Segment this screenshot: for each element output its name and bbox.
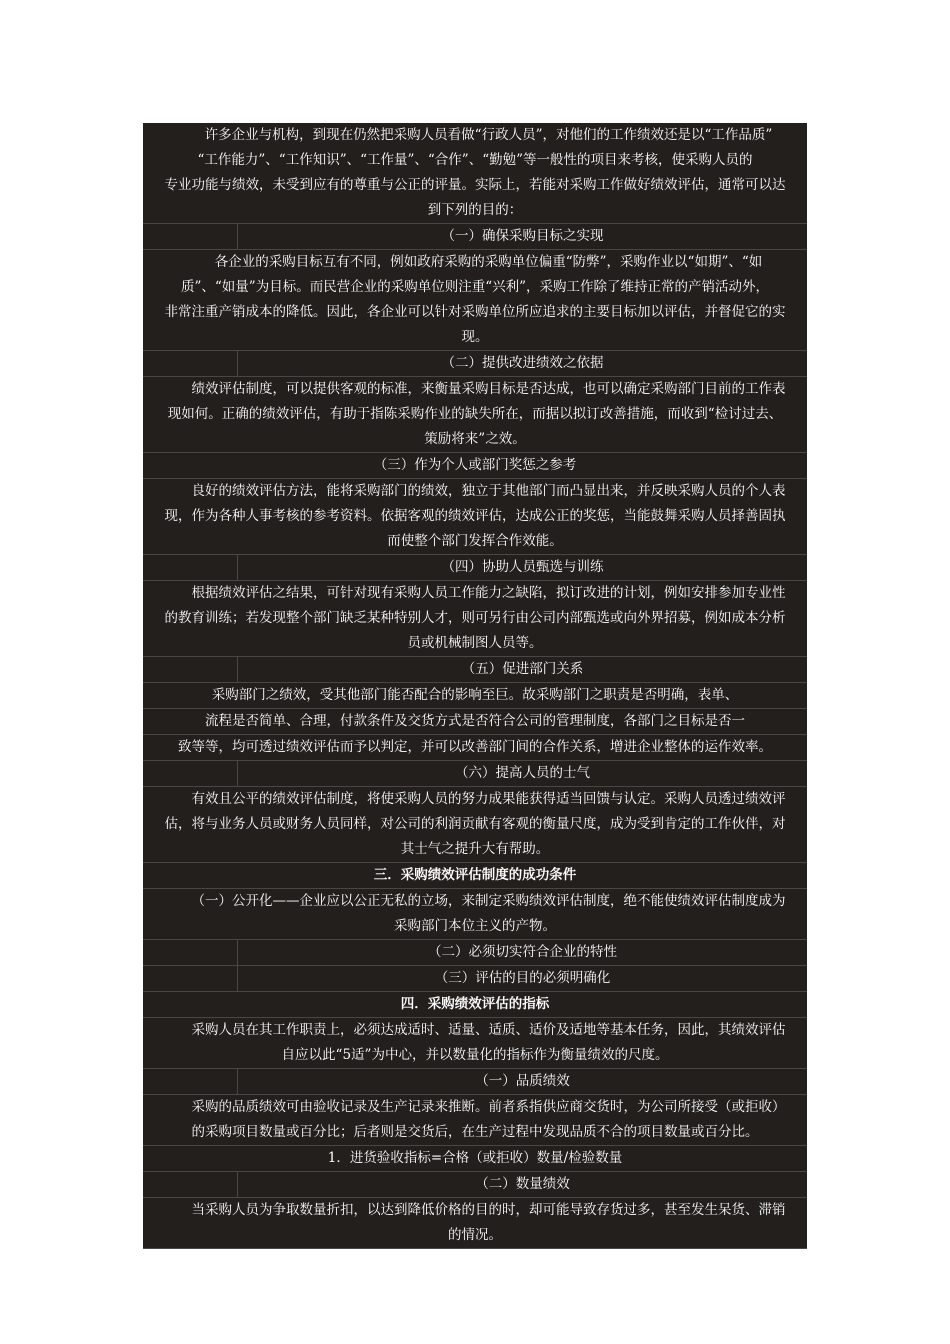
subheading: （二）必须切实符合企业的特性 bbox=[238, 940, 807, 965]
paragraph-row bbox=[143, 250, 807, 351]
paragraph-row bbox=[143, 581, 807, 657]
subheading-row bbox=[143, 940, 807, 966]
paragraph-line: 现，作为各种人事考核的参考资料。依据客观的绩效评估，达成公正的奖惩，当能鼓舞采购人员择善固执 bbox=[164, 508, 786, 524]
subheading-row bbox=[143, 1069, 807, 1095]
section-title: 四．采购绩效评估的指标 bbox=[400, 996, 550, 1012]
text-row bbox=[143, 709, 807, 735]
subheading-row bbox=[143, 224, 807, 250]
document-body bbox=[143, 123, 807, 1249]
paragraph-line: 许多企业与机构，到现在仍然把采购人员看做“行政人员”，对他们的工作绩效还是以“工作品质” bbox=[204, 127, 773, 143]
paragraph-line: 良好的绩效评估方法，能将采购部门的绩效，独立于其他部门而凸显出来，并反映采购人员的个人表 bbox=[191, 483, 786, 499]
paragraph-text bbox=[143, 377, 807, 452]
paragraph-line: 质”、“如量”为目标。而民营企业的采购单位则注重“兴利”，采购工作除了维持正常的产销活动外， bbox=[180, 279, 769, 295]
section-title: 三．采购绩效评估制度的成功条件 bbox=[373, 867, 577, 883]
row-text: 1．进货验收指标=合格（或拒收）数量/检验数量 bbox=[327, 1150, 623, 1166]
text-row bbox=[143, 683, 807, 709]
paragraph-row bbox=[143, 1198, 807, 1249]
paragraph-line: 策励将来”之效。 bbox=[424, 431, 526, 447]
paragraph-text bbox=[143, 1095, 807, 1145]
paragraph-row bbox=[143, 123, 807, 224]
row-text: 流程是否简单、合理，付款条件及交货方式是否符合公司的管理制度，各部门之目标是否一 bbox=[205, 713, 745, 729]
subheading: （一）确保采购目标之实现 bbox=[238, 224, 807, 249]
paragraph-line: 当采购人员为争取数量折扣，以达到降低价格的目的时，却可能导致存货过多，甚至发生呆货、滞销 bbox=[191, 1202, 786, 1218]
row-text: 致等等，均可透过绩效评估而予以判定，并可以改善部门间的合作关系，增进企业整体的运作效率。 bbox=[178, 739, 772, 755]
paragraph-line: 采购人员在其工作职责上，必须达成适时、适量、适质、适价及适地等基本任务，因此，其绩效评估 bbox=[191, 1022, 786, 1038]
paragraph-line: 现如何。正确的绩效评估，有助于指陈采购作业的缺失所在，而据以拟订改善措施，而收到“检讨过去、 bbox=[167, 406, 783, 422]
paragraph-line: 有效且公平的绩效评估制度，将使采购人员的努力成果能获得适当回馈与认定。采购人员透过绩效评 bbox=[191, 791, 786, 807]
section-title-row bbox=[143, 863, 807, 889]
paragraph-text bbox=[143, 889, 807, 939]
paragraph-line: 各企业的采购目标互有不同，例如政府采购的采购单位偏重“防弊”，采购作业以“如期”、“如 bbox=[214, 254, 763, 270]
paragraph-text bbox=[143, 581, 807, 656]
subheading: （二）提供改进绩效之依据 bbox=[238, 351, 807, 376]
paragraph-line: 采购的品质绩效可由验收记录及生产记录来推断。前者系指供应商交货时，为公司所接受（或拒收） bbox=[191, 1099, 786, 1115]
subheading: （四）协助人员甄选与训练 bbox=[238, 555, 807, 580]
paragraph-line: 自应以此“5适”为中心，并以数量化的指标作为衡量绩效的尺度。 bbox=[281, 1047, 669, 1063]
text-row bbox=[143, 735, 807, 761]
paragraph-line: 根据绩效评估之结果，可针对现有采购人员工作能力之缺陷，拟订改进的计划，例如安排参加专业性 bbox=[191, 585, 786, 601]
section-title-row bbox=[143, 992, 807, 1018]
subheading: （一）品质绩效 bbox=[238, 1069, 807, 1094]
row-text: 采购部门之绩效，受其他部门能否配合的影响至巨。故采购部门之职责是否明确，表单、 bbox=[211, 687, 739, 703]
paragraph-row bbox=[143, 1018, 807, 1069]
subheading: （六）提高人员的士气 bbox=[238, 761, 807, 786]
row-spacer bbox=[143, 940, 238, 965]
paragraph-text bbox=[143, 250, 807, 350]
paragraph-line: 采购部门本位主义的产物。 bbox=[394, 918, 556, 934]
paragraph-line: 非常注重产销成本的降低。因此，各企业可以针对采购单位所应追求的主要目标加以评估，并督促它的实 bbox=[164, 304, 786, 320]
paragraph-line: 的采购项目数量或百分比；后者则是交货后，在生产过程中发现品质不合的项目数量或百分比。 bbox=[191, 1124, 759, 1140]
paragraph-line: 其士气之提升大有帮助。 bbox=[400, 841, 550, 857]
row-spacer bbox=[143, 351, 238, 376]
paragraph-line: 专业功能与绩效，未受到应有的尊重与公正的评量。实际上，若能对采购工作做好绩效评估，通常可以达 bbox=[164, 177, 786, 193]
paragraph-line: 的情况。 bbox=[448, 1227, 502, 1243]
paragraph-line: 现。 bbox=[461, 329, 489, 345]
row-spacer bbox=[143, 224, 238, 249]
paragraph-text bbox=[143, 1198, 807, 1248]
paragraph-text bbox=[143, 1018, 807, 1068]
text-row bbox=[143, 1146, 807, 1172]
row-spacer bbox=[143, 761, 238, 786]
subheading: （三）评估的目的必须明确化 bbox=[238, 966, 807, 991]
paragraph-line: 估，将与业务人员或财务人员同样，对公司的利润贡献有客观的衡量尺度，成为受到肯定的工作伙伴，对 bbox=[164, 816, 786, 832]
paragraph-line: 绩效评估制度，可以提供客观的标准，来衡量采购目标是否达成，也可以确定采购部门目前的工作表 bbox=[191, 381, 786, 397]
subheading-row bbox=[143, 966, 807, 992]
subheading-row bbox=[143, 555, 807, 581]
row-spacer bbox=[143, 966, 238, 991]
row-text: （三）作为个人或部门奖惩之参考 bbox=[373, 457, 577, 473]
subheading-row bbox=[143, 1172, 807, 1198]
subheading: （五）促进部门关系 bbox=[238, 657, 807, 682]
paragraph-line: 到下列的目的： bbox=[427, 202, 523, 218]
text-row bbox=[143, 453, 807, 479]
paragraph-row bbox=[143, 1095, 807, 1146]
row-spacer bbox=[143, 657, 238, 682]
paragraph-row bbox=[143, 479, 807, 555]
paragraph-text bbox=[143, 123, 807, 223]
row-spacer bbox=[143, 1069, 238, 1094]
paragraph-row bbox=[143, 889, 807, 940]
paragraph-line: 而使整个部门发挥合作效能。 bbox=[387, 533, 563, 549]
paragraph-line: “工作能力”、“工作知识”、“工作量”、“合作”、“勤勉”等一般性的项目来考核，使采购人员的 bbox=[197, 152, 753, 168]
subheading: （二）数量绩效 bbox=[238, 1172, 807, 1197]
paragraph-line: （一）公开化——企业应以公正无私的立场，来制定采购绩效评估制度，绝不能使绩效评估制度成为 bbox=[191, 893, 786, 909]
subheading-row bbox=[143, 761, 807, 787]
subheading-row bbox=[143, 351, 807, 377]
row-spacer bbox=[143, 1172, 238, 1197]
paragraph-row bbox=[143, 377, 807, 453]
paragraph-row bbox=[143, 787, 807, 863]
paragraph-text bbox=[143, 787, 807, 862]
paragraph-line: 的教育训练；若发现整个部门缺乏某种特别人才，则可另行由公司内部甄选或向外界招募，例如成本分析 bbox=[164, 610, 786, 626]
paragraph-line: 员或机械制图人员等。 bbox=[407, 635, 543, 651]
paragraph-text bbox=[143, 479, 807, 554]
subheading-row bbox=[143, 657, 807, 683]
row-spacer bbox=[143, 555, 238, 580]
